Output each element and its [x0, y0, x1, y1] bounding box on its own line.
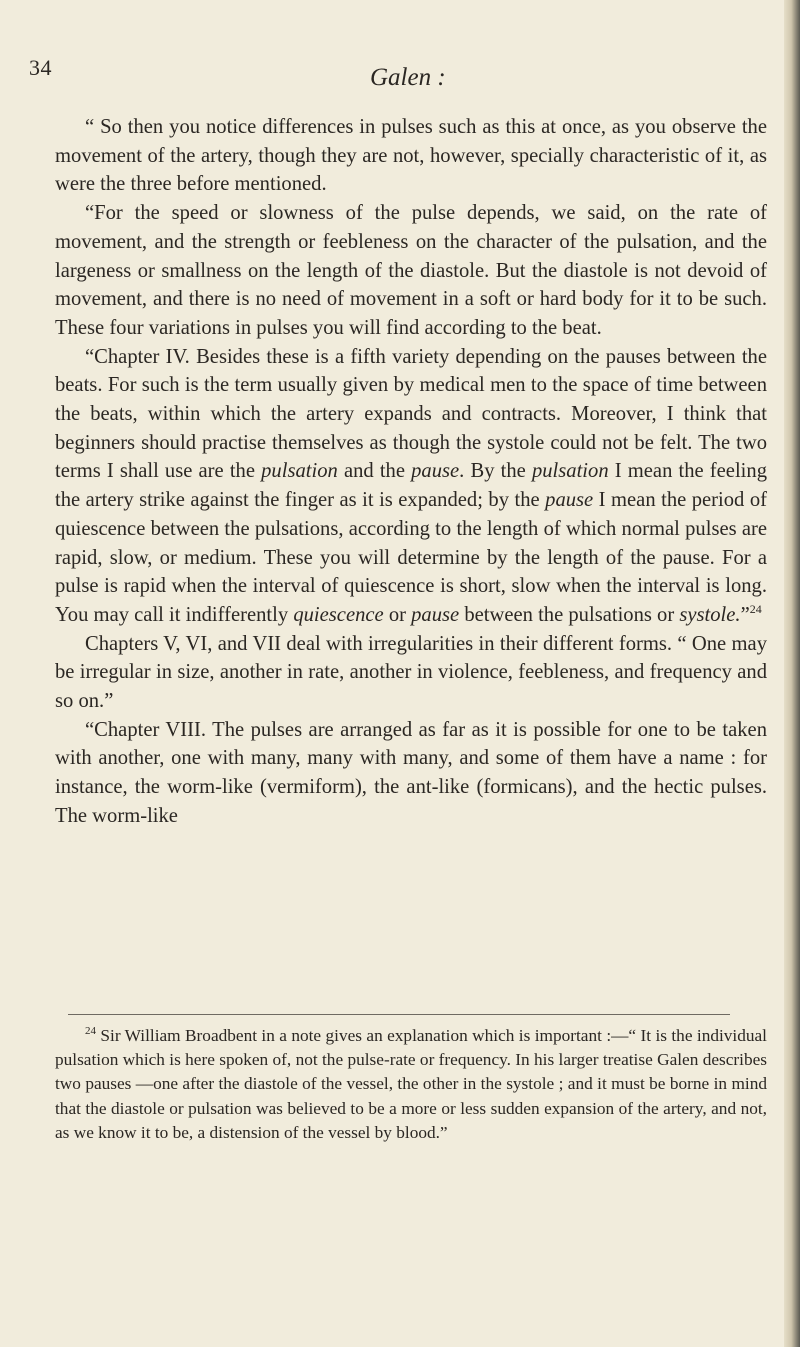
italic-term: pause: [411, 603, 460, 626]
text-run: “Chapter IV. Besides these is a fifth variety depending on the pauses between the beats. For such is the term usually given by medical men to the space of time between the beats, within which the artery expands and contracts. Moreover, I think that beginners should practise themselves as though the systole could not be felt. The two terms I shall use are the: [55, 345, 767, 483]
text-run: between the pulsations or: [459, 603, 680, 626]
italic-term: pause: [411, 460, 460, 483]
paragraph-2: “For the speed or slowness of the pulse depends, we said, on the rate of movement, and the strength or feebleness on the character of the pulsation, and the largeness or smallness on the length of the diastole. But the diastole is not devoid of movement, and there is no need of movement in a soft or hard body for it to be such. These four variations in pulses you will find according to the beat.: [55, 202, 767, 339]
text-run: or: [383, 603, 412, 626]
footnote-text: Sir William Broadbent in a note gives an explanation which is important :—“ It is the individual pulsation which is here spoken of, not the pulse-rate or frequency. In his larger treatise Galen describes two pauses —one after the diastole of the vessel, the other in the systole ; and it must be borne in mind that the diastole or pulsation was believed to be a more or less sudden expansion of the artery, and not, as we know it to be, a distension of the vessel by blood.”: [55, 1026, 767, 1142]
footnote-mark: 24: [85, 1025, 96, 1038]
paragraph-4: Chapters V, VI, and VII deal with irregularities in their different forms. “ One may be irregular in size, another in rate, another in violence, feebleness, and frequency and so on.”: [55, 632, 767, 713]
page-number: 34: [29, 55, 52, 80]
footnote-reference: 24: [749, 602, 762, 617]
text-run: and the: [337, 460, 412, 483]
footnote-paragraph: [55, 1024, 767, 1145]
text-run: ”: [740, 603, 750, 626]
footnote-divider: [68, 1014, 730, 1015]
text-run: . By the: [459, 460, 532, 483]
main-text: [55, 113, 767, 831]
running-head: Galen :: [370, 64, 446, 91]
italic-term: quiescence: [293, 603, 384, 626]
text-run: I mean the feeling the artery strike against the finger as it is expanded; by the: [55, 460, 767, 512]
paragraph-5: “Chapter VIII. The pulses are arranged as far as it is possible for one to be taken with another, one with many, many with many, and some of them have a name : for instance, the worm-like (vermiform), the ant-like (formicans), and the hectic pulses. The worm-like: [55, 718, 767, 827]
italic-term: systole.: [679, 603, 741, 626]
italic-term: pause: [545, 489, 594, 512]
text-run: I mean the period of quiescence between the pulsations, according to the length of which normal pulses are rapid, slow, or medium. These you will determine by the length of the pause. For a pulse is rapid when the interval of quiescence is short, slow when the interval is long. You may call it indifferently: [55, 489, 767, 626]
italic-term: pulsation: [261, 460, 338, 483]
paragraph-1: “ So then you notice differences in pulses such as this at once, as you observe the movement of the artery, though they are not, however, specially characteristic of it, as were the three before mentioned.: [55, 116, 767, 196]
italic-term: pulsation: [531, 460, 609, 483]
page-spine-edge: [784, 0, 800, 1347]
paragraph-3: [55, 343, 767, 630]
footnote: [55, 1024, 767, 1145]
